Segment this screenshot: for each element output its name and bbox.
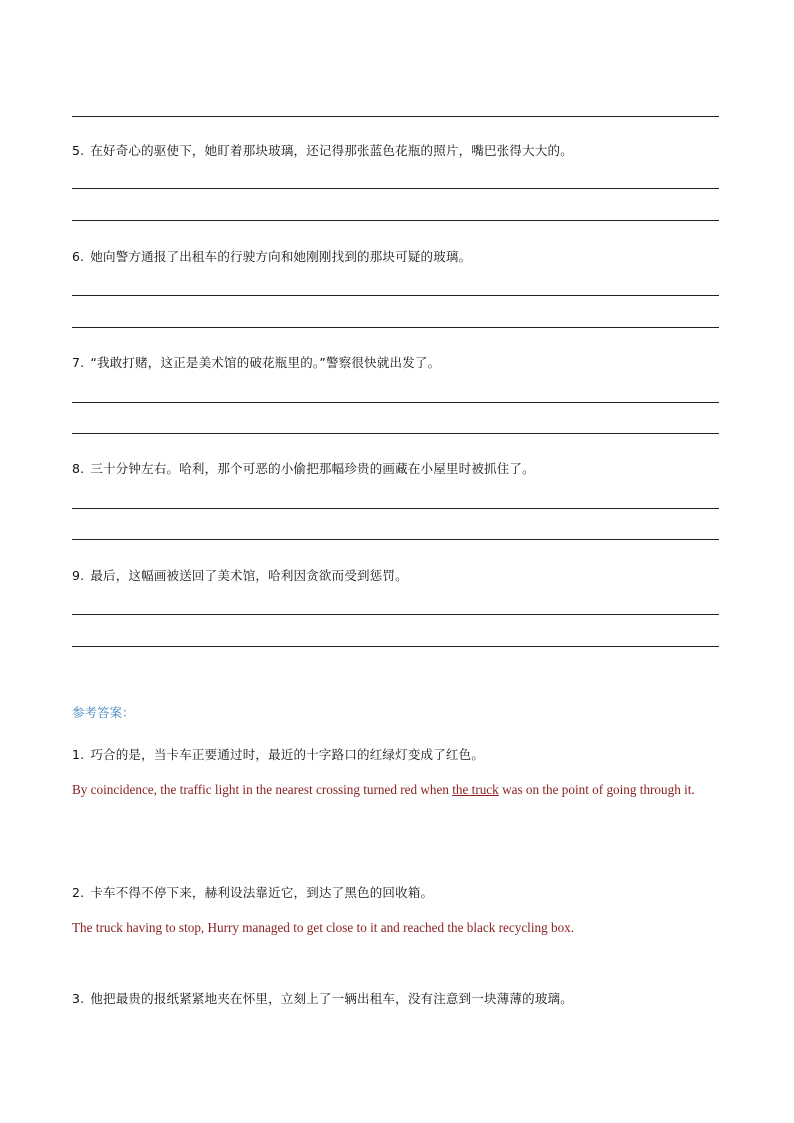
answer-line bbox=[72, 614, 719, 615]
answer-line bbox=[72, 116, 719, 117]
answer-2-english: The truck having to stop, Hurry managed to get close to it and reached the black recycling box. bbox=[72, 920, 575, 935]
answer-1-chinese bbox=[72, 745, 484, 763]
answer-line bbox=[72, 327, 719, 328]
answers-heading: 参考答案： bbox=[72, 705, 135, 720]
answer-line bbox=[72, 402, 719, 403]
question-number: 5. bbox=[72, 143, 85, 158]
question-text: 在好奇心的驱使下，她盯着那块玻璃，还记得那张蓝色花瓶的照片，嘴巴张得大大的。 bbox=[90, 143, 573, 158]
question-9 bbox=[72, 566, 408, 584]
question-text: 最后，这幅画被送回了美术馆，哈利因贪欲而受到惩罚。 bbox=[90, 568, 408, 583]
answer-1-english bbox=[72, 774, 724, 806]
question-7 bbox=[72, 353, 440, 371]
answer-number: 1. bbox=[72, 747, 85, 762]
question-number: 8. bbox=[72, 461, 85, 476]
question-text: “我敢打赌，这正是美术馆的破花瓶里的。”警察很快就出发了。 bbox=[90, 355, 441, 370]
question-number: 7. bbox=[72, 355, 85, 370]
answer-3-chinese bbox=[72, 989, 573, 1007]
answer-en-text: By coincidence, the traffic light in the nearest crossing turned red when bbox=[72, 782, 453, 797]
answer-cn-text: 巧合的是，当卡车正要通过时，最近的十字路口的红绿灯变成了红色。 bbox=[90, 747, 485, 762]
answer-cn-text: 他把最贵的报纸紧紧地夹在怀里，立刻上了一辆出租车，没有注意到一块薄薄的玻璃。 bbox=[90, 991, 573, 1006]
answer-number: 3. bbox=[72, 991, 85, 1006]
answer-line bbox=[72, 646, 719, 647]
answer-2-chinese bbox=[72, 883, 433, 901]
question-6 bbox=[72, 247, 471, 265]
answer-line bbox=[72, 295, 719, 296]
answer-cn-text: 卡车不得不停下来，赫利设法靠近它，到达了黑色的回收箱。 bbox=[90, 885, 434, 900]
answer-line bbox=[72, 188, 719, 189]
underlined-phrase: the truck bbox=[452, 782, 499, 797]
answer-line bbox=[72, 220, 719, 221]
question-number: 9. bbox=[72, 568, 85, 583]
question-8 bbox=[72, 459, 535, 477]
answer-line bbox=[72, 508, 719, 509]
question-text: 三十分钟左右。哈利，那个可恶的小偷把那幅珍贵的画藏在小屋里时被抓住了。 bbox=[90, 461, 535, 476]
answer-en-text: was on the point of going through it. bbox=[498, 782, 695, 797]
answer-line bbox=[72, 433, 719, 434]
answer-number: 2. bbox=[72, 885, 85, 900]
question-5 bbox=[72, 141, 573, 159]
question-number: 6. bbox=[72, 249, 85, 264]
answer-line bbox=[72, 539, 719, 540]
question-text: 她向警方通报了出租车的行驶方向和她刚刚找到的那块可疑的玻璃。 bbox=[90, 249, 472, 264]
